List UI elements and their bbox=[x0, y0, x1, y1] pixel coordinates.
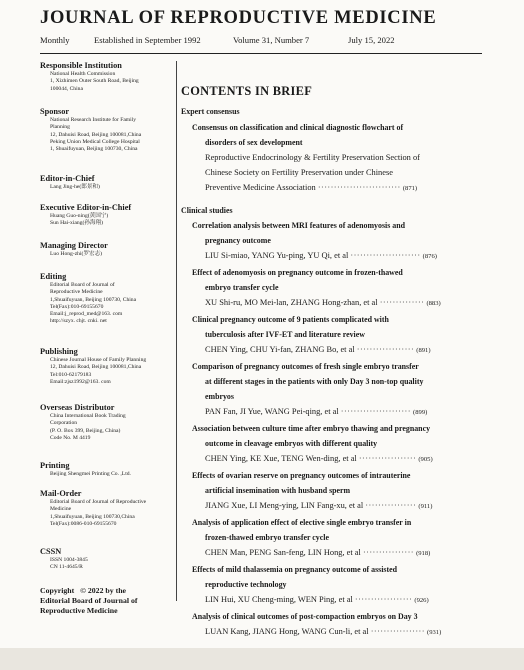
sidebar-heading: CSSN bbox=[40, 547, 62, 556]
sidebar-heading: Responsible Institution bbox=[40, 61, 122, 70]
copyright-notice bbox=[40, 586, 174, 616]
sidebar-line: 1,Shuaifuyuan, Beijing 100730, China bbox=[50, 296, 137, 303]
article-authors: JIANG Xue, LI Meng-ying, LIN Fang-xu, et al bbox=[205, 501, 364, 510]
page-number: (911) bbox=[418, 503, 433, 510]
sidebar-line: (P. O. Box 399, Beijing, China) bbox=[50, 427, 121, 434]
sidebar-lines bbox=[40, 413, 174, 442]
article-authors: LIU Si-miao, YANG Yu-ping, YU Qi, et al bbox=[205, 251, 349, 260]
sidebar-heading: Overseas Distributor bbox=[40, 403, 115, 412]
sidebar-line: 1, Xizhimen Outer South Road, Beijing bbox=[50, 78, 139, 85]
page-number: (899) bbox=[413, 409, 428, 416]
sidebar-line: Corporation bbox=[50, 420, 78, 427]
page-bottom-margin bbox=[0, 648, 524, 670]
header-rule bbox=[40, 53, 482, 54]
article-title-line: tuberculosis after IVF-ET and literature review bbox=[205, 330, 365, 339]
expert-title-line-2: disorders of sex development bbox=[205, 138, 303, 147]
article-authors-line bbox=[205, 595, 429, 604]
article-authors-line bbox=[205, 548, 430, 557]
issue-date: July 15, 2022 bbox=[348, 35, 395, 45]
journal-title: JOURNAL OF REPRODUCTIVE MEDICINE bbox=[40, 8, 437, 28]
sidebar-printing bbox=[40, 461, 174, 478]
sidebar-overseas-distributor bbox=[40, 403, 174, 442]
sidebar-lines bbox=[40, 557, 174, 572]
article-title-line: Effects of ovarian reserve on pregnancy outcomes of intrauterine bbox=[192, 471, 411, 480]
expert-authors-line-3: Preventive Medicine Association ·························· (871) bbox=[205, 183, 418, 192]
sidebar-lines bbox=[40, 184, 174, 191]
copyright-line-1: Copyright © 2022 by the bbox=[40, 586, 126, 595]
established: Established in September 1992 bbox=[94, 35, 201, 45]
article-authors-line bbox=[205, 298, 441, 307]
sidebar-line: Reproductive Medicine bbox=[50, 289, 103, 296]
sidebar-line: 1,Shuaifuyuan, Beijing 100730,China bbox=[50, 513, 135, 520]
section-heading-expert: Expert consensus bbox=[181, 107, 240, 116]
contents-title: CONTENTS IN BRIEF bbox=[181, 84, 313, 98]
expert-authors-line-1: Reproductive Endocrinology & Fertility Preservation Section of bbox=[205, 153, 420, 162]
article-title-line: Comparison of pregnancy outcomes of fresh single embryo transfer bbox=[192, 362, 419, 371]
sidebar-line: 1, Shuaifuyuan, Beijing 100730, China bbox=[50, 146, 138, 153]
sidebar-line: Tel(Fax):0086-010-69155670 bbox=[50, 520, 117, 527]
sidebar-line: Beijing Shengmei Printing Co. ,Ltd. bbox=[50, 471, 131, 477]
sidebar-mail-order bbox=[40, 489, 174, 528]
page-number: (926) bbox=[414, 597, 429, 604]
article-authors: CHEN Ying, KE Xue, TENG Wen-ding, et al bbox=[205, 454, 357, 463]
sidebar-line: Huang Guo-ning(黄国宁) bbox=[50, 213, 109, 219]
sidebar-heading: Sponsor bbox=[40, 107, 70, 116]
article-title-line: Analysis of application effect of elective single embryo transfer in bbox=[192, 518, 412, 527]
sidebar-lines bbox=[40, 251, 174, 258]
article-authors: XU Shi-ru, MO Mei-lan, ZHANG Hong-zhan, et al bbox=[205, 298, 378, 307]
sidebar-line: Email:zjsz1992@163. com bbox=[50, 378, 111, 385]
page-number: (931) bbox=[427, 629, 442, 636]
sidebar-heading: Editing bbox=[40, 272, 67, 281]
article-authors: LUAN Kang, JIANG Hong, WANG Cun-li, et al bbox=[205, 627, 369, 636]
article-title-line: embryo transfer cycle bbox=[205, 283, 279, 292]
sidebar-line: Sun Hai-xiang(孙海翔) bbox=[50, 220, 103, 227]
article-title-line: frozen-thawed embryo transfer cycle bbox=[205, 533, 329, 542]
sidebar-cssn bbox=[40, 547, 174, 572]
article-authors-line bbox=[205, 627, 441, 636]
sidebar-line: 12, Dahuisi Road, Beijing 100081,China bbox=[50, 364, 142, 371]
leader-dots: ················ bbox=[362, 548, 414, 557]
leader-dots: ················ bbox=[365, 501, 417, 510]
sidebar-line: Planning bbox=[50, 124, 70, 131]
page-number: (871) bbox=[402, 185, 418, 192]
sidebar-editing bbox=[40, 272, 174, 326]
article-authors-line bbox=[205, 454, 433, 463]
sidebar-line: Luo Hong-zhi(罗宏志) bbox=[50, 251, 103, 257]
sidebar-lines bbox=[40, 117, 174, 153]
sidebar-lines bbox=[40, 282, 174, 326]
leader-dots: ·························· bbox=[317, 183, 401, 192]
volume-number: Volume 31, Number 7 bbox=[233, 35, 310, 45]
sidebar-line: Editorial Board of Journal of Reproductive bbox=[50, 499, 147, 505]
article-authors: CHEN Ying, CHU Yi-fan, ZHANG Bo, et al bbox=[205, 345, 355, 354]
article-title-line: pregnancy outcome bbox=[205, 236, 271, 245]
article-title-line: artificial insemination with husband sperm bbox=[205, 486, 351, 495]
frequency: Monthly bbox=[40, 35, 70, 45]
page-number: (891) bbox=[416, 347, 431, 354]
sidebar-line: Medicine bbox=[50, 506, 72, 513]
sidebar-line: CN 11-4645/R bbox=[50, 564, 83, 571]
sidebar-editor-in-chief bbox=[40, 174, 174, 191]
article-authors-line bbox=[205, 501, 432, 510]
copyright-line-3: Reproductive Medicine bbox=[40, 606, 118, 615]
article-authors: CHEN Man, PENG San-feng, LIN Hong, et al bbox=[205, 548, 361, 557]
sidebar-line: Editorial Board of Journal of bbox=[50, 282, 115, 288]
article-title-line: embryos bbox=[205, 392, 234, 401]
article-title-line: Association between culture time after embryo thawing and pregnancy bbox=[192, 424, 431, 433]
page-number: (883) bbox=[426, 300, 441, 307]
article-authors-line bbox=[205, 251, 437, 260]
sidebar-line: 100044, China bbox=[50, 85, 83, 92]
sidebar-line: Code No. M 4419 bbox=[50, 434, 91, 441]
sidebar-line: 12, Dahuisi Road, Beijing 100081,China bbox=[50, 131, 142, 138]
article-title-line: Effects of mild thalassemia on pregnancy outcome of assisted bbox=[192, 565, 397, 574]
leader-dots: ·················· bbox=[356, 345, 415, 354]
sidebar-sponsor bbox=[40, 107, 174, 153]
sidebar-heading: Managing Director bbox=[40, 241, 108, 250]
section-heading-clinical: Clinical studies bbox=[181, 206, 233, 215]
sidebar-line: Tel:010-62179183 bbox=[50, 371, 92, 378]
sidebar-line: ISSN 1004-3845 bbox=[50, 557, 88, 563]
copyright-line-2: Editorial Board of Journal of bbox=[40, 596, 138, 605]
sidebar-publishing bbox=[40, 347, 174, 386]
leader-dots: ·················· bbox=[354, 595, 413, 604]
leader-dots: ······················ bbox=[340, 407, 411, 416]
article-authors-line bbox=[205, 345, 431, 354]
article-authors: PAN Fan, JI Yue, WANG Pei-qing, et al bbox=[205, 407, 339, 416]
article-title-line: Effect of adenomyosis on pregnancy outcome in frozen-thawed bbox=[192, 268, 403, 277]
sidebar-line: Email:j_reprod_med@163. com bbox=[50, 311, 123, 318]
leader-dots: ················· bbox=[370, 627, 425, 636]
sidebar-line: http://szyx. chjt. cnki. net bbox=[50, 318, 107, 325]
sidebar-executive-editor bbox=[40, 203, 174, 228]
expert-title-line-1: Consensus on classification and clinical diagnostic flowchart of bbox=[192, 123, 404, 132]
sidebar-line: National Research Institute for Family bbox=[50, 117, 137, 123]
sidebar-heading: Printing bbox=[40, 461, 70, 470]
article-title-line: at different stages in the patients with only Day 3 non-top quality bbox=[205, 377, 424, 386]
sidebar-line: Chinese Journal House of Family Planning bbox=[50, 357, 147, 363]
article-authors: LIN Hui, XU Cheng-ming, WEN Ping, et al bbox=[205, 595, 353, 604]
leader-dots: ·················· bbox=[358, 454, 417, 463]
leader-dots: ·············· bbox=[379, 298, 425, 307]
leader-dots: ······················ bbox=[350, 251, 421, 260]
sidebar-lines bbox=[40, 71, 174, 93]
page-number: (905) bbox=[418, 456, 433, 463]
page-number: (918) bbox=[416, 550, 431, 557]
article-title-line: Clinical pregnancy outcome of 9 patients complicated with bbox=[192, 315, 389, 324]
column-divider bbox=[176, 61, 177, 601]
article-title-line: Correlation analysis between MRI features of adenomyosis and bbox=[192, 221, 405, 230]
sidebar-lines bbox=[40, 471, 174, 478]
sidebar-heading: Executive Editor-in-Chief bbox=[40, 203, 132, 212]
sidebar-managing-director bbox=[40, 241, 174, 258]
expert-authors-line-2: Chinese Society on Fertility Preservation under Chinese bbox=[205, 168, 393, 177]
article-title-line: Analysis of clinical outcomes of post-compaction embryos on Day 3 bbox=[192, 612, 418, 621]
sidebar-line: Tel(Fax):010-69155670 bbox=[50, 303, 104, 310]
article-title-line: reproductive technology bbox=[205, 580, 287, 589]
sidebar-lines bbox=[40, 357, 174, 386]
page-number: (876) bbox=[422, 253, 437, 260]
sidebar-responsible-institution bbox=[40, 61, 174, 93]
sidebar-line: National Health Commission bbox=[50, 71, 116, 77]
article-authors-line bbox=[205, 407, 427, 416]
sidebar-lines bbox=[40, 499, 174, 528]
sidebar-line: China International Book Trading bbox=[50, 413, 126, 419]
sidebar-lines bbox=[40, 213, 174, 228]
sidebar-heading: Editor-in-Chief bbox=[40, 174, 95, 183]
sidebar-line: Lang Jing-he(郎景和) bbox=[50, 184, 100, 190]
sidebar-heading: Mail-Order bbox=[40, 489, 82, 498]
sidebar-heading: Publishing bbox=[40, 347, 78, 356]
sidebar-line: Peking Union Medical College Hospital bbox=[50, 138, 140, 145]
article-title-line: outcome in cleavage embryos with different quality bbox=[205, 439, 378, 448]
